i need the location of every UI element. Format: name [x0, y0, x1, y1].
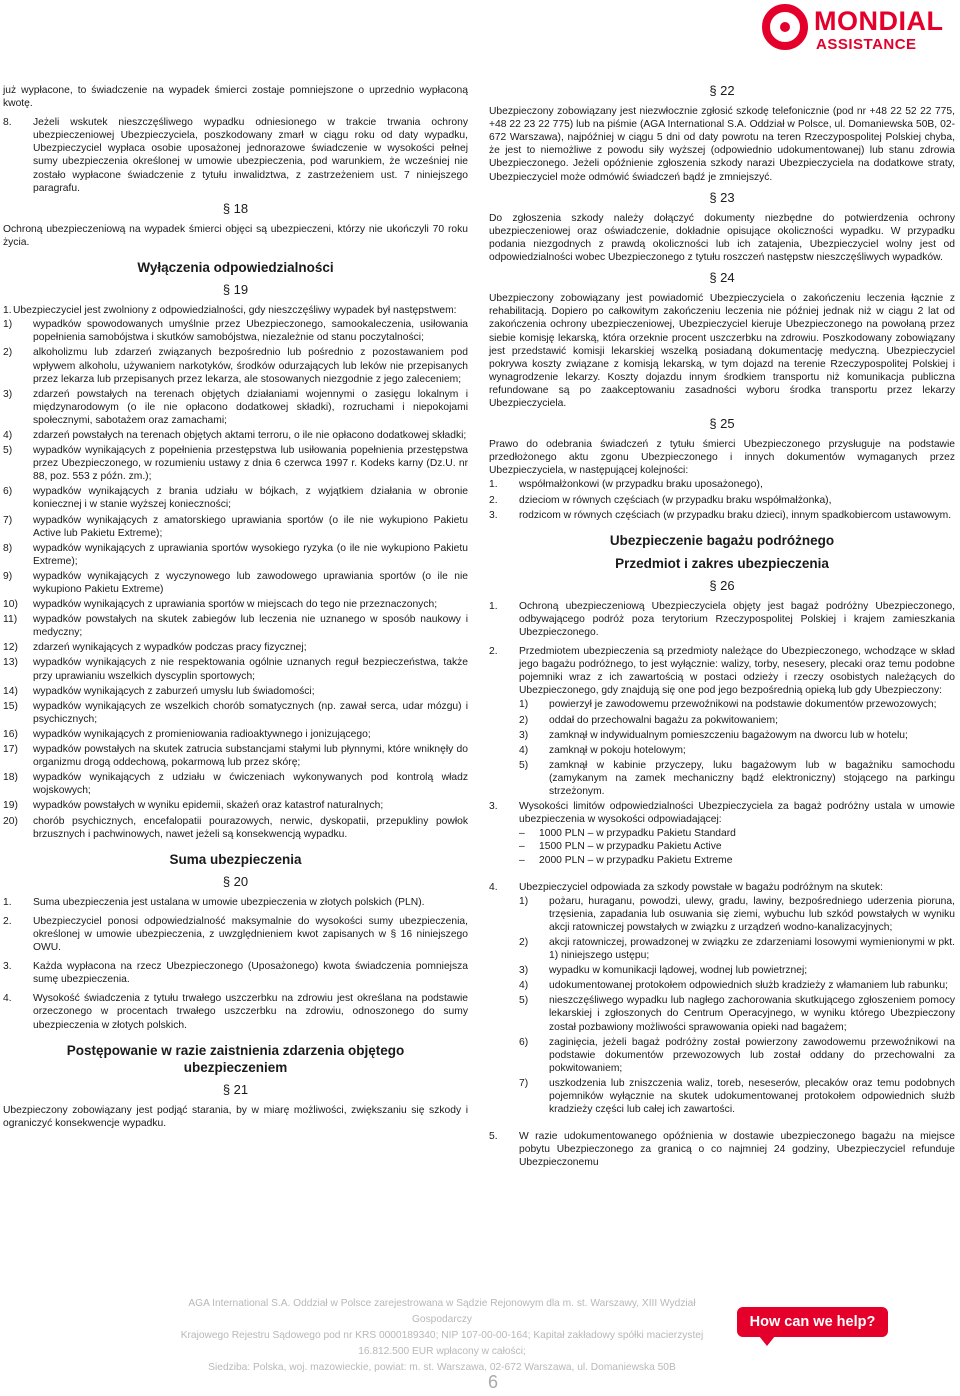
list-item: 12) zdarzeń wynikających z wypadków podczas pracy fizycznej;	[3, 642, 307, 654]
page-number: 6	[488, 1372, 499, 1392]
baggage-custody-list	[519, 698, 955, 798]
section-26-paragraph: 1. Ochroną ubezpieczeniową Ubezpieczyciela objęty jest bagaż podróżny Ubezpieczonego, odbywającego podróż poza terytorium Rzeczypospolitej Polskiej i krajem zamieszkania Ubezpieczonego.	[489, 600, 955, 638]
section-24-text: Ubezpieczony zobowiązany jest powiadomić Ubezpieczyciela o zakończeniu leczenia łącznie z rehabilitacją. Dopiero po całkowitym zakończeniu leczenia nie później jednak niż w ciągu 2 lat od zakończenia ochrony ubezpieczeniowej, Ubezpieczyciel kieruje Ubezpieczonego na powołaną przez siebie komisję lekarską, która orzeknie procent uszczerbku na zdrowiu. Poszkodowany zobowiązany jest przedstawić komisji lekarskiej wszelką posiadaną dokumentację medyczną. Ubezpieczyciel pokrywa koszty związane z komisją lekarską, w tym dojazd na terenie Rzeczypospolitej Polskiej i wynagrodzenie lekarzy. Koszty dojazdu innym środkiem transportu niż komunikacja publiczna refundowane są po zaakceptowaniu zasadności wyboru środka transportu przez lekarzy Ubezpieczyciela.	[489, 293, 955, 409]
logo-mark-icon	[762, 4, 808, 50]
list-item: 9) wypadków wynikających z wyczynowego lub zawodowego uprawiania sportów (o ile nie wykupiono Pakietu Extreme)	[3, 570, 468, 595]
section-25-text: Prawo do odebrania świadczeń z tytułu śmierci Ubezpieczonego przysługuje na podstawie przedłożonego aktu zgonu Ubezpieczonego i innych dokumentów wymaganych przez Ubezpieczyciela, w następującej kolejności:	[489, 439, 955, 477]
paragraph-body: Ubezpieczyciel jest zwolniony z odpowiedzialności, gdy nieszczęśliwy wypadek był następstwem:	[13, 305, 457, 317]
help-speech-bubble: How can we help?	[737, 1307, 888, 1337]
list-item: 10) wypadków wynikających z uprawiania sportów w miejscach do tego nie przeznaczonych;	[3, 599, 438, 611]
section-20-item: 1. Suma ubezpieczenia jest ustalana w umowie ubezpieczenia w złotych polskich (PLN).	[3, 896, 425, 908]
list-item: 13) wypadków wynikających z nie respektowania ogólnie uznanych reguł bezpieczeństwa, także przy uprawianiu wszelkich dyscyplin sportowych;	[3, 657, 468, 682]
section-20-heading: § 20	[222, 873, 249, 889]
paragraph-number: 8.	[3, 117, 12, 129]
list-item: 16) wypadków wynikających z promieniowania radioaktywnego i jonizującego;	[3, 728, 371, 740]
section-19-heading: § 19	[222, 282, 249, 298]
section-19-paragraph-1	[3, 304, 468, 317]
list-item: 2) oddał do przechowalni bagażu za pokwitowaniem;	[519, 714, 778, 726]
paragraph-number: 1.	[3, 305, 12, 317]
intro-paragraph: już wypłacone, to świadczenie na wypadek śmierci zostaje pomniejszone o uprzednio wypłaconą kwotę.	[3, 85, 468, 110]
list-item: 7) wypadków wynikających z amatorskiego uprawiania sportów (o ile nie wykupiono Pakietu Active lub Pakietu Extreme);	[3, 514, 468, 539]
mondial-assistance-logo	[762, 4, 952, 54]
section-23-text: Do zgłoszenia szkody należy dołączyć dokumenty niezbędne do potwierdzenia ochrony ubezpieczeniowej oraz oświadczenie, dokładnie opisujące okoliczności wypadku. W przypadku podania niezgodnych z prawdą okoliczności lub ich zatajenia, Ubezpieczyciel wolny jest od odpowiedzialności wobec Ubezpieczonego z tytułu roszczeń następstw nieszczęśliwych wypadków.	[489, 212, 955, 264]
list-item: 4) zdarzeń powstałych na terenach objętych aktami terroru, o ile nie opłacono dodatkowej składki;	[3, 429, 467, 441]
list-item: 20) chorób psychicznych, encefalopatii pourazowych, nerwic, dyskopatii, przepukliny powłok brzusznych i pachwinowych, nawet jeżeli są konsekwencją wypadku.	[3, 815, 468, 840]
section-20-item: 3. Każda wypłacona na rzecz Ubezpieczonego (Uposażonego) kwota świadczenia pomniejsza sumę ubezpieczenia.	[3, 961, 468, 986]
list-item: 4) zamknął w pokoju hotelowym;	[519, 744, 686, 756]
list-item: 7) uszkodzenia lub zniszczenia waliz, toreb, neseserów, plecaków oraz temu podobnych pojemników wyłącznie na skutek udokumentowanej protokołem odpowiednich służb kradzieży części lub całej ich zawartości.	[519, 1077, 955, 1116]
section-20-item: 4. Wysokość świadczenia z tytułu trwałego uszczerbku na zdrowiu jest określana na podstawie orzeczonego w procentach trwałego uszczerbku na zdrowiu, odnoszonego do sumy ubezpieczenia w złotych polskich.	[3, 993, 468, 1031]
heirs-list	[489, 478, 955, 521]
list-item: 1) pożaru, huraganu, powodzi, ulewy, gradu, lawiny, bezpośredniego uderzenia pioruna, trzęsienia, zapadania lub osuwania się ziemi, wybuchu lub szkód powstałych w wyniku akcji ratowniczej powstałych w związku z urządzeń wodno-kanalizacyjnych;	[519, 895, 955, 933]
section-25-heading: § 25	[709, 416, 735, 432]
list-item: 1) wypadków spowodowanych umyślnie przez Ubezpieczonego, samookaleczenia, usiłowania popełnienia samobójstwa i skutków samobójstwa, niezależnie od stanu poczytalności;	[3, 319, 468, 344]
section-18-text: Ochroną ubezpieczeniową na wypadek śmierci objęci są ubezpieczeni, którzy nie ukończyli 70 roku życia.	[3, 223, 468, 248]
section-24-heading: § 24	[709, 270, 735, 286]
list-item: 11) wypadków powstałych na skutek zabiegów lub leczenia nie uznanego w sposób naukowy i medyczny;	[3, 614, 468, 639]
section-26-paragraph: 5. W razie udokumentowanego opóźnienia w dostawie ubezpieczonego bagażu na miejsce pobytu Ubezpieczonego za granicą o co najmniej 24 godziny, Ubezpieczyciel refunduje Ubezpieczonemu	[489, 1131, 955, 1169]
right-column	[489, 84, 955, 1175]
list-item: 17) wypadków powstałych na skutek zatrucia substancjami stałymi lub płynnymi, które wniknęły do organizmu drogą oddechową, pokarmową lub przez skórę;	[3, 744, 468, 769]
section-22-text: Ubezpieczony zobowiązany jest niezwłocznie zgłosić szkodę telefonicznie (pod nr +48 22 52 22 775, +48 22 23 22 775) lub na piśmie (AGA International S.A. Oddział w Polsce, ul. Domaniewska 50B, 02-672 Warszawa), najpóźniej w ciągu 5 dni od daty powrotu na teren Rzeczypospolitej Polskiej chyba, że jest to niemożliwe z powodu siły wyższej (odpowiednio udokumentowanej) lub stanu zdrowia Ubezpieczonego. Jeżeli opóźnienie zgłoszenia szkody narazi Ubezpieczyciela na dodatkowe straty, Ubezpieczyciel może odmówić świadczeń bądź je zmniejszyć.	[489, 106, 955, 183]
procedure-heading: Postępowanie w razie zaistnienia zdarzenia objętego ubezpieczeniem	[66, 1042, 405, 1075]
list-item: 6) zaginięcia, jeżeli bagaż podróżny został powierzony zawodowemu przewoźnikowi na podstawie dokumentów przewozowych lub został oddany do przechowalni za pokwitowaniem;	[519, 1036, 955, 1074]
section-26-paragraph: 4. Ubezpieczyciel odpowiada za szkody powstałe w bagażu podróżnym na skutek:	[489, 881, 884, 893]
section-20-item: 2. Ubezpieczyciel ponosi odpowiedzialność maksymalnie do wysokości sumy ubezpieczenia, określonej w umowie ubezpieczenia, z uwzględnieniem kwot zapisanych w § 16 niniejszego OWU.	[3, 915, 468, 954]
section-26-heading: § 26	[709, 577, 735, 593]
left-column	[3, 84, 468, 1136]
section-26-paragraph: 3. Wysokości limitów odpowiedzialności Ubezpieczyciela za bagaż podróżny ustala w umowie ubezpieczenia w wysokości odpowiadającej:	[489, 801, 955, 826]
list-item: 2) alkoholizmu lub zdarzeń związanych bezpośrednio lub pośrednio z pozostawaniem pod wpływem alkoholu, używaniem narkotyków, środków odurzających lub leków nie przepisanych przez lekarza lub przepisanych przez lekarza, ale stosowanych niezgodnie z jego zaleceniem;	[3, 347, 468, 385]
footer-line: Siedziba: Polska, woj. mazowieckie, powiat: m. st. Warszawa, 02-672 Warszawa, ul. Domaniewska 50B	[208, 1362, 676, 1373]
list-item: 8) wypadków wynikających z uprawiania sportów wysokiego ryzyka (o ile nie wykupiono Pakietu Extreme);	[3, 542, 468, 567]
list-item: 18) wypadków wynikających z udziału w ćwiczeniach wykonywanych pod kontrolą władz wojskowych;	[3, 772, 468, 797]
section-22-heading: § 22	[709, 83, 735, 98]
list-item: 19) wypadków powstałych w wyniku epidemii, skażeń oraz katastrof naturalnych;	[3, 800, 384, 812]
section-21-text: Ubezpieczony zobowiązany jest podjąć starania, by w miarę możliwości, zwiększaniu się szkody i ograniczyć konsekwencje wypadku.	[3, 1104, 468, 1129]
paragraph-8	[3, 116, 468, 195]
logo-subtitle: ASSISTANCE	[816, 36, 917, 53]
exclusions-heading: Wyłączenia odpowiedzialności	[137, 260, 334, 276]
list-item: 3) wypadku w komunikacji lądowej, wodnej lub powietrznej;	[519, 965, 808, 977]
list-item: 5) nieszczęśliwego wypadku lub nagłego zachorowania skutkującego zgłoszeniem pomocy lekarskiej i zgłoszonych do Centrum Operacyjnego, w wyniku którego Ubezpieczony został pozbawiony możliwości sprawowania opieki nad bagażem;	[519, 995, 955, 1033]
company-footer	[160, 1296, 724, 1376]
list-item: 2) akcji ratowniczej, prowadzonej w związku ze zdarzeniami losowymi wymienionymi w pkt. 1) niniejszego ustępu;	[519, 936, 955, 962]
list-item: – 2000 PLN – w przypadku Pakietu Extreme	[519, 854, 733, 866]
logo-wordmark: MONDIAL	[814, 6, 944, 36]
exclusions-list	[3, 318, 468, 840]
list-item: – 1000 PLN – w przypadku Pakietu Standard	[519, 828, 736, 840]
baggage-heading: Ubezpieczenie bagażu podróżnego	[609, 532, 835, 548]
list-item: 2. dzieciom w równych częściach (w przypadku braku współmałżonka),	[489, 494, 832, 506]
list-item: 3) zdarzeń powstałych na terenach objętych działaniami wojennymi o zasięgu lokalnym i międzynarodowym (o ile nie opłacono dodatkowej składki), rozruchami i niepokojami społecznymi, sabotażem oraz zamachami;	[3, 388, 468, 426]
subject-heading: Przedmiot i zakres ubezpieczenia	[615, 555, 829, 571]
footer-line: Krajowego Rejestru Sądowego pod nr KRS 0000189340; NIP 107-00-00-164; Kapitał zakładowy spółki macierzystej 16.812.500 EUR wpłacony w całości;	[180, 1330, 704, 1357]
list-item: 14) wypadków wynikających z zaburzeń umysłu lub świadomości;	[3, 685, 315, 697]
section-21-heading: § 21	[222, 1081, 249, 1097]
list-item: 3. rodzicom w równych częściach (w przypadku braku dzieci), innym spadkobiercom ustawowym.	[489, 509, 952, 521]
sum-heading: Suma ubezpieczenia	[169, 851, 302, 867]
list-item: 6) wypadków wynikających z brania udziału w bójkach, z wyjątkiem działania w obronie koniecznej i w stanie wyższej konieczności;	[3, 486, 468, 511]
limits-list	[519, 827, 955, 866]
list-item: 15) wypadków wynikających ze wszelkich chorób somatycznych (np. zawał serca, udar mózgu) i psychicznych;	[3, 700, 468, 725]
paragraph-body: Jeżeli wskutek nieszczęśliwego wypadku odniesionego w trakcie trwania ochrony ubezpieczeniowej Ubezpieczyciela, poszkodowany zmarł w ciągu roku od daty wypadku, Ubezpieczyciel wypłaca osobie uposażonej jednorazowe świadczenie w wysokości pełnej sumy ubezpieczenia określonej w umowie ubezpieczenia, pod warunkiem, że wcześniej nie zostało wypłacone świadczenie z tytułu inwalidztwa, z zastrzeżeniem ust. 7 niniejszego paragrafu.	[33, 117, 468, 194]
list-item: 4) udokumentowanej protokołem odpowiednich służb kradzieży z włamaniem lub rabunku;	[519, 980, 948, 992]
list-item: 1. współmałżonkowi (w przypadku braku uposażonego),	[489, 479, 763, 491]
section-18-heading: § 18	[222, 200, 249, 216]
footer-line: AGA International S.A. Oddział w Polsce zarejestrowana w Sądzie Rejonowym dla m. st. Warszawy, XIII Wydział Gospodarczy	[188, 1298, 696, 1325]
list-item: – 1500 PLN – w przypadku Pakietu Active	[519, 841, 722, 853]
list-item: 5) wypadków wynikających z popełnienia przestępstwa lub usiłowania popełnienia przestępstwa przez Ubezpieczonego, w rozumieniu ustawy z dnia 6 czerwca 1997 r. Kodeks karny (Dz.U. nr 88, poz. 553 z późn. zm.);	[3, 445, 468, 483]
list-item: 5) zamknął w kabinie przyczepy, luku bagażowym lub w bagażniku samochodu (zamykanym na zamek mechaniczny bądź elektroniczny) stojącego na parkingu strzeżonym.	[519, 759, 955, 798]
damage-causes-list	[519, 895, 955, 1117]
section-26-paragraph: 2. Przedmiotem ubezpieczenia są przedmioty należące do Ubezpieczonego, wchodzące w skład jego bagażu podróżnego, to jest wyłącznie: walizy, torby, nesesery, plecaki oraz temu podobne pojemniki wraz z ich zawartością w postaci odzieży i rzeczy osobistych należących do Ubezpieczonego, gdy znajdują się one pod jego bezpośrednią opieką lub gdy Ubezpieczony:	[489, 646, 955, 697]
list-item: 1) powierzył je zawodowemu przewoźnikowi na podstawie dokumentów przewozowych;	[519, 699, 937, 711]
list-item: 3) zamknął w indywidualnym pomieszczeniu bagażowym na dworcu lub w hotelu;	[519, 729, 908, 741]
section-23-heading: § 23	[709, 189, 735, 205]
